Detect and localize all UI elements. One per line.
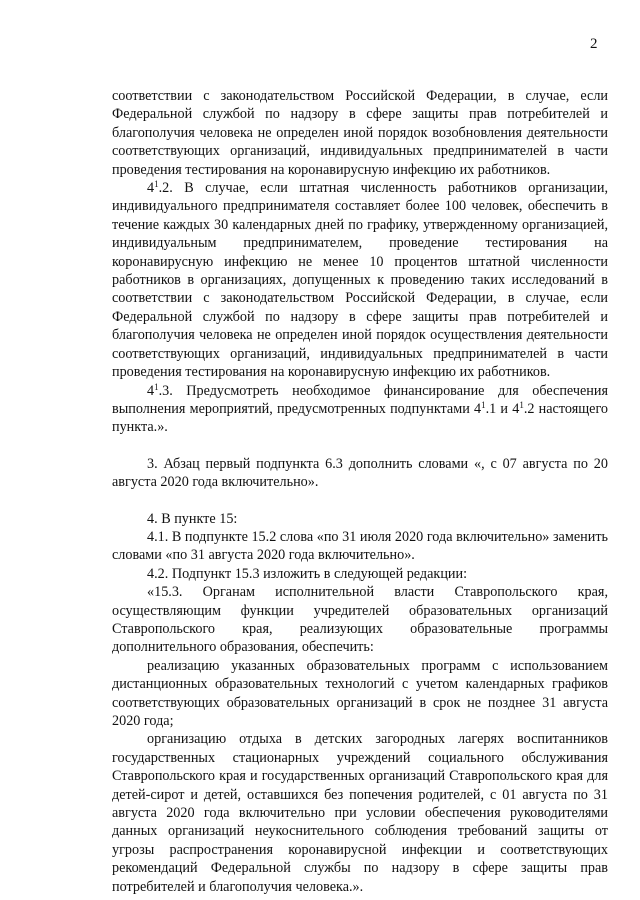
paragraph-continuation: соответствии с законодательством Российской Федерации, в случае, если Федеральной службой по надзору в сфере защиты прав потребителей и благополучия человека не определен иной порядок возобновления деятельности соответствующих организаций, индивидуальных предпринимателей в части проведения тестирования на коронавирусную инфекцию их работников. bbox=[112, 88, 608, 178]
paragraph-4-1-2: $4^1.2$. В случае, если штатная численность работников организации, индивидуального предпринимателя составляет более 100 человек, обеспечить в течение каждых 30 календарных дней по графику, утвержденному организацией, индивидуальным предпринимателем, проведение тестирования на коронавирусную инфекцию не менее 10 процентов штатной численности работников в организациях, допущенных к проведению таких исследований в соответствии с законодательством Российской Федерации, в случае, если Федеральной службой по надзору в сфере защиты прав потребителей и благополучия человека не определен иной порядок осуществления деятельности соответствующих организаций, индивидуальных предпринимателей в части проведения тестирования на коронавирусную инфекцию их работников. bbox=[112, 179, 608, 381]
paragraph-15-3: «15.3. Органам исполнительной власти Ставропольского края, осуществляющим функции учредителей образовательных организаций Ставропольского края, реализующих образовательные программы дополнительного образования, обеспечить: bbox=[112, 584, 608, 656]
paragraph-summer-camps: организацию отдыха в детских загородных лагерях воспитанников государственных стационарных учреждений социального обслуживания Ставропольского края и государственных организаций Ставропольского края для детей-сирот и детей, оставшихся без попечения родителей, с 01 августа по 31 августа 2020 года включительно при условии обеспечения руководителями данных организаций неукоснительного соблюдения требований защиты от угрозы распространения коронавирусной инфекции и соответствующих рекомендаций Федеральной службы по надзору в сфере защиты прав потребителей и благополучия человека.». bbox=[112, 731, 608, 895]
page-number: 2 bbox=[590, 36, 598, 52]
paragraph-item-4-2: 4.2. Подпункт 15.3 изложить в следующей редакции: bbox=[147, 565, 468, 582]
document-body bbox=[112, 87, 608, 896]
paragraph-item-3: 3. Абзац первый подпункта 6.3 дополнить словами «, с 07 августа по 20 августа 2020 года включительно». bbox=[112, 455, 608, 491]
paragraph-4-1-3: $4^1.3$. Предусмотреть необходимое финансирование для обеспечения выполнения мероприятий, предусмотренных подпунктами $4^1.1$ и $4^1.2$ настоящего пункта.». bbox=[112, 381, 608, 436]
paragraph-item-4-1: 4.1. В подпункте 15.2 слова «по 31 июля 2020 года включительно» заменить словами «по 31 августа 2020 года включительно». bbox=[112, 528, 608, 564]
paragraph-item-4: 4. В пункте 15: bbox=[147, 510, 238, 527]
paragraph-distance-learning: реализацию указанных образовательных программ с использованием дистанционных образовательных технологий с учетом календарных графиков соответствующих образовательных организаций в срок не позднее 31 августа 2020 года; bbox=[112, 657, 608, 729]
